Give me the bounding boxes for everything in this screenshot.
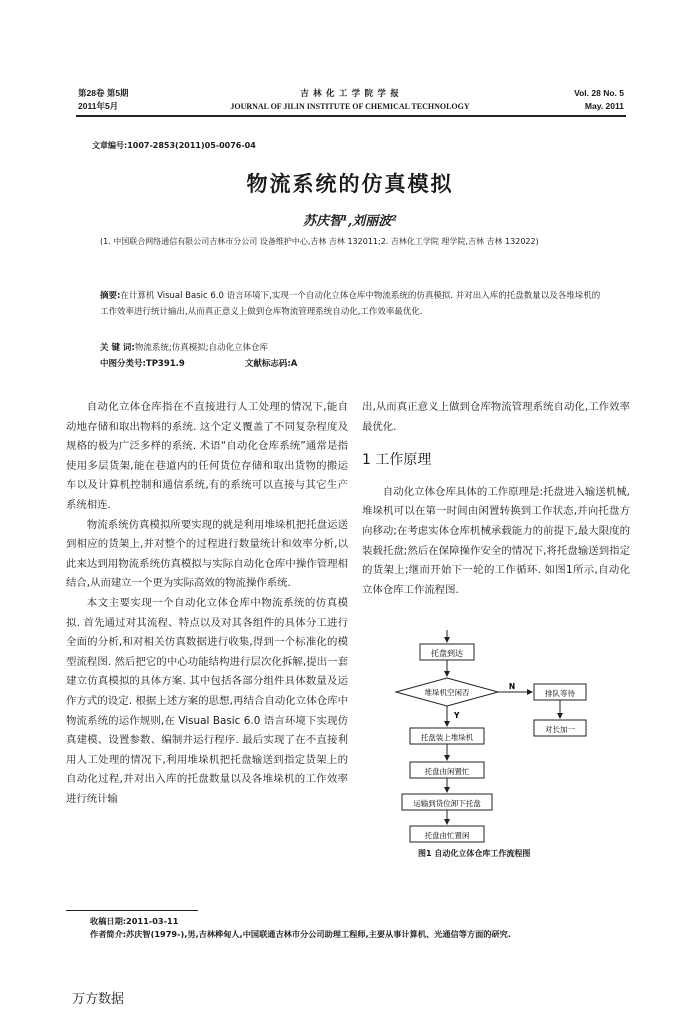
paragraph: 自动化立体仓库指在不直接进行人工处理的情况下,能自动地存储和取出物料的系统. 这个定义覆盖了不同复杂程度及规格的极为广泛多样的系统. 术语“自动化仓库系统”通常是指使用多层货架,能在巷道内的任何货位存储和取出货物的搬运车以及计算机控制和通信系统,有的系统可以直接与其它生产系统相连. <box>66 401 348 511</box>
watermark: 万方数据 <box>72 992 125 1007</box>
keywords-text: 物流系统;仿真模拟;自动化立体仓库 <box>134 343 269 353</box>
paragraph: 自动化立体仓库具体的工作原理是:托盘进入输送机械,堆垛机可以在第一时间由闲置转换到工作状态,并向托盘方向移动;在考虑实体仓库机械承载能力的前提下,最大限度的装载托盘;然后在保障操作安全的情况下,将托盘输送到指定的货架上;继而开始下一轮的工作循环. 如图1所示,自动化立体仓库工作流程图. <box>362 485 630 596</box>
section-heading: 1 工作原理 <box>362 452 432 469</box>
figure-caption: 图1 自动化立体仓库工作流程图 <box>418 849 531 858</box>
node-label: 对长加一 <box>545 725 575 734</box>
yes-label: Y <box>454 711 460 720</box>
no-label: N <box>508 682 516 691</box>
author-bio: 作者简介:苏庆智(1979-),男,吉林桦甸人,中国联通吉林市分公司助理工程师,主要从事计算机、光通信等方面的研究. <box>90 929 511 939</box>
paragraph: 物流系统仿真模拟所要实现的就是利用堆垛机把托盘运送到相应的货架上,并对整个的过程进行数量统计和效率分析,以此来达到用物流系统仿真模拟与实际自动化仓库中操作管理相结合,从而建立一个更为实际高效的物流操作系统. <box>66 518 348 590</box>
abstract-label: 摘要: <box>100 291 121 301</box>
node-label: 托盘装上堆垛机 <box>420 733 474 742</box>
paragraph: 本文主要实现一个自动化立体仓库中物流系统的仿真模拟. 首先通过对其流程、特点以及对其各组件的具体分工进行全面的分析,和对相关仿真数据进行收集,得到一个标准化的模型流程图. 然后把它的中心功能结构进行层次化拆解,提出一套建立仿真模拟的具体方案. 其中包括各部分组件具体数量及运作方式的设定. 根据上述方案的思想,再结合自动化立体仓库中物流系统的运作规则,在 Visual Basic 6.0 语言环境下实现仿真建模、设置参数、编制并运行程序. 最后实现了在不直接利用人工处理的情况下,利用堆垛机把托盘输送到指定货架上的自动化过程,并对出入库的托盘数量以及各堆垛机的工作效率进行统计输 <box>66 596 348 805</box>
abstract <box>100 288 605 320</box>
flowchart <box>380 630 620 850</box>
authors: 苏庆智¹,刘丽波² <box>303 214 397 229</box>
paragraph-continuation: 出,从而真正意义上做到仓库物流管理系统自动化,工作效率最优化. <box>362 401 630 433</box>
page-title: 物流系统的仿真模拟 <box>246 172 454 196</box>
node-label: 运输到货位卸下托盘 <box>413 799 481 808</box>
clc-number: 中图分类号:TP391.9 <box>100 359 185 369</box>
classification <box>100 356 605 372</box>
node-label: 托盘到达 <box>431 649 463 658</box>
keywords-label: 关 键 词: <box>100 343 135 353</box>
node-label: 托盘由闲置忙 <box>424 767 470 776</box>
decision-label: 堆垛机空闲否 <box>424 688 470 697</box>
header-vol-en: Vol. 28 No. 5 May. 2011 <box>574 88 624 111</box>
document-code: 文献标志码:A <box>244 359 298 369</box>
node-label: 排队等待 <box>545 689 575 698</box>
header-rule <box>76 115 626 117</box>
right-column <box>362 398 630 600</box>
keywords <box>100 340 605 356</box>
abstract-text: 在计算机 Visual Basic 6.0 语言环境下,实现一个自动化立体仓库中物流系统的仿真模拟. 并对出入库的托盘数量以及各堆垛机的工作效率进行统计输出,从而真正意义上做到仓库物流管理系统自动化,工作效率最优化. <box>100 291 601 317</box>
affiliations: (1. 中国联合网络通信有限公司吉林市分公司 设备维护中心,吉林 吉林 132011;2. 吉林化工学院 理学院,吉林 吉林 132022) <box>100 237 539 246</box>
footnote-rule <box>66 910 198 911</box>
header-volume: 第28卷 第5期 2011年5月 <box>78 88 129 111</box>
received-date: 收稿日期:2011-03-11 <box>90 916 179 926</box>
left-column <box>66 398 348 809</box>
node-label: 托盘由忙置闲 <box>424 831 470 840</box>
article-number: 文章编号:1007-2853(2011)05-0076-04 <box>92 141 256 150</box>
header-journal: 吉 林 化 工 学 院 学 报 JOURNAL OF JILIN INSTITUTE OF CHEMICAL TECHNOLOGY <box>230 88 470 111</box>
